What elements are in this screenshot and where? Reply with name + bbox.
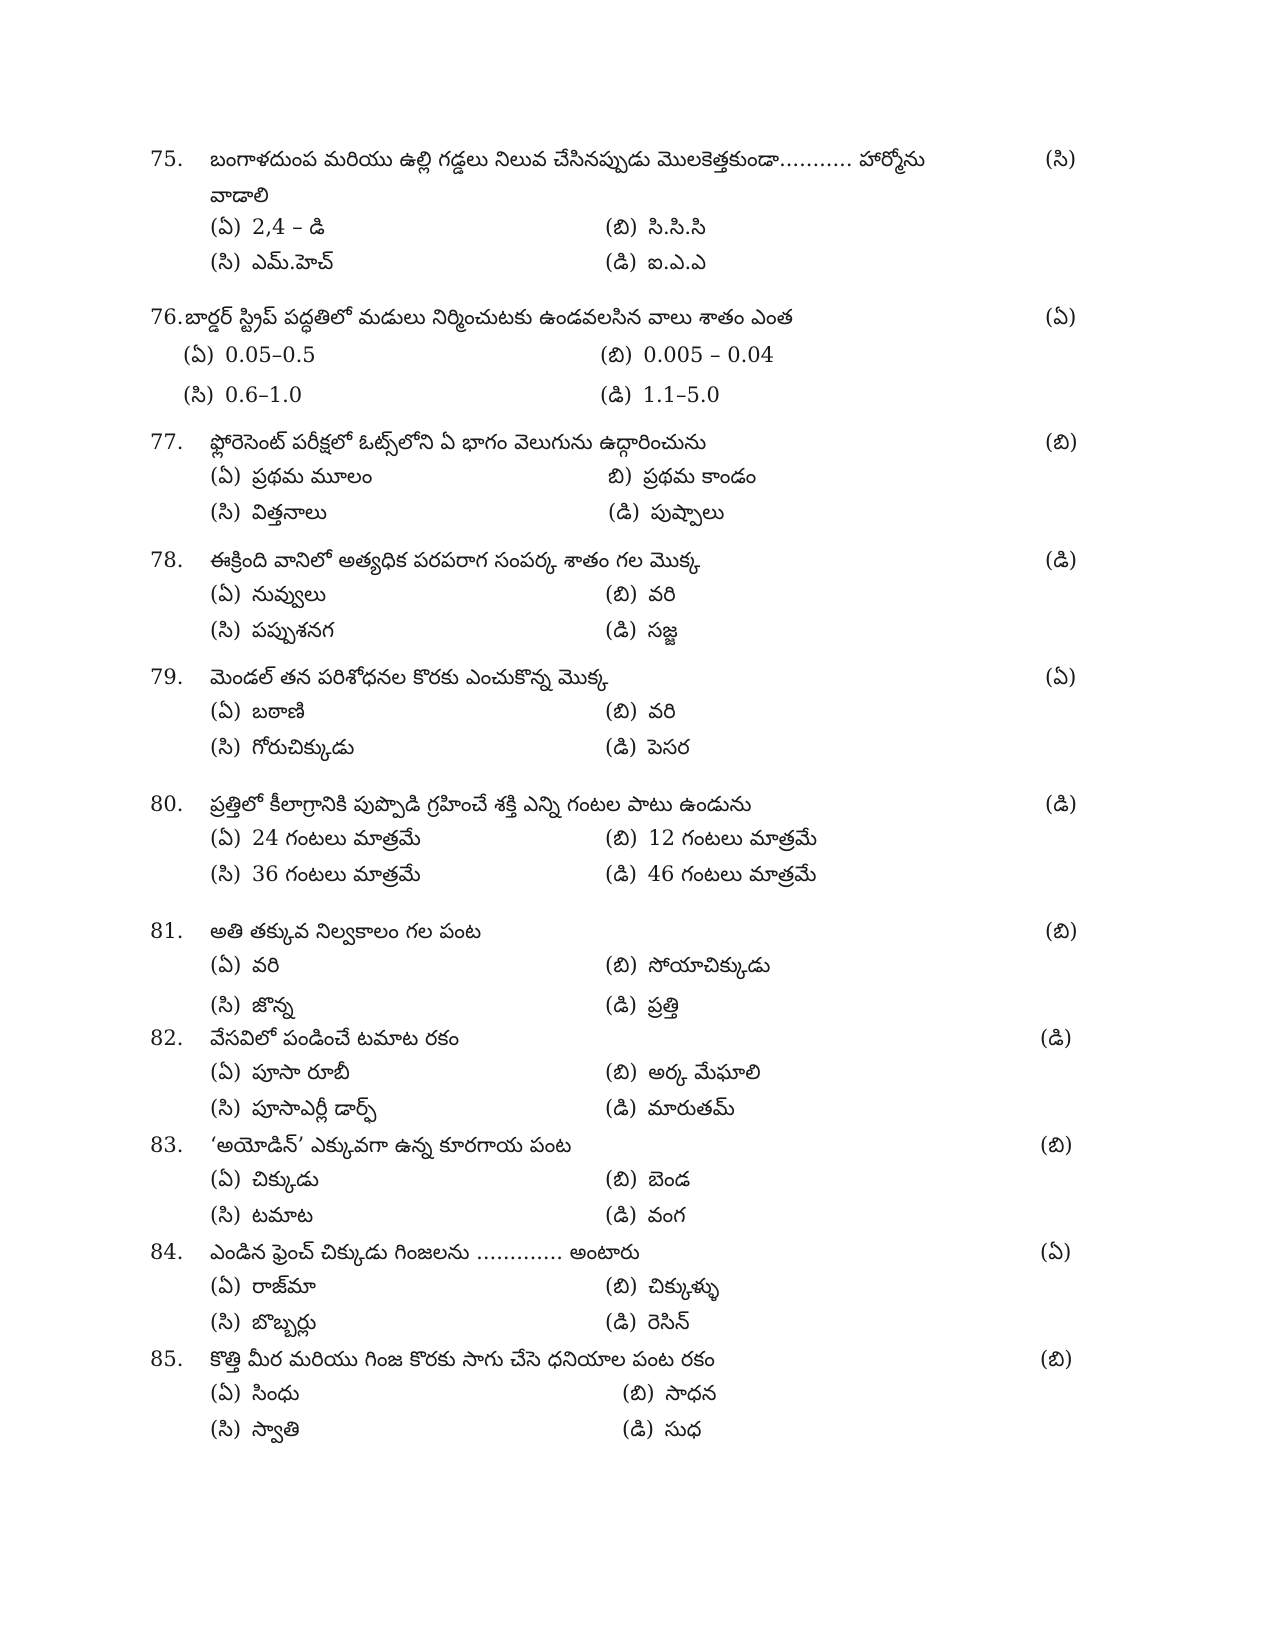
option-c: [210, 248, 333, 276]
option-text: బఠాణి: [252, 699, 305, 723]
option-label: (సి): [210, 862, 242, 886]
question-number: 80.: [150, 792, 184, 816]
option-b: [605, 1058, 761, 1086]
option-text: వంగ: [647, 1203, 686, 1227]
option-d: [605, 733, 690, 761]
option-b: [622, 1379, 717, 1407]
question-number: 75.: [150, 147, 184, 171]
option-label: (సి): [210, 1096, 242, 1120]
option-label: (ఏ): [210, 1060, 242, 1084]
option-text: 36 గంటలు మాత్రమే: [251, 862, 421, 886]
option-d: [605, 1308, 690, 1336]
answer-key: (బి): [1040, 1133, 1073, 1157]
option-label: (ఏ): [210, 699, 242, 723]
answer-key: (బి): [1040, 1347, 1073, 1371]
option-label: (బి): [605, 1167, 638, 1191]
option-label: (ఏ): [210, 1274, 242, 1298]
option-b: [605, 951, 770, 979]
option-text: సాధన: [665, 1381, 717, 1405]
option-text: 12 గంటలు మాత్రమే: [648, 826, 818, 850]
option-label: (ఏ): [183, 343, 215, 367]
option-label: (డి): [622, 1417, 654, 1441]
question-number: 81.: [150, 919, 184, 943]
answer-key: (డి): [1045, 548, 1077, 572]
option-label: (డి): [605, 735, 637, 759]
option-d: [605, 1094, 735, 1122]
option-label: (ఏ): [210, 582, 242, 606]
option-a: [210, 462, 372, 490]
option-b: [608, 462, 756, 490]
option-text: జొన్న: [251, 993, 294, 1017]
option-c: [210, 498, 327, 526]
option-c: [210, 1415, 300, 1443]
option-label: (ఏ): [210, 215, 242, 239]
option-text: వరి: [252, 953, 280, 977]
option-a: [210, 824, 421, 852]
question-text: వేసవిలో పండించే టమాట రకం: [210, 1026, 460, 1050]
option-text: పెసర: [647, 735, 690, 759]
option-d: [622, 1415, 701, 1443]
option-c: [210, 1094, 376, 1122]
option-text: ప్రథమ కాండం: [643, 464, 757, 488]
option-b: [605, 580, 676, 608]
option-b: [605, 1165, 690, 1193]
question-text: బంగాళదుంప మరియు ఉల్లి గడ్డలు నిలువ చేసినప్పుడు మొలకెత్తకుండా........... హార్మోను వాడాలి: [210, 147, 926, 207]
option-text: 0.05–0.5: [225, 343, 316, 367]
option-d: [605, 616, 678, 644]
option-text: 24 గంటలు మాత్రమే: [252, 826, 421, 850]
option-text: మారుతమ్: [647, 1096, 735, 1120]
question-number: 78.: [150, 548, 184, 572]
option-text: 2,4 – డి: [252, 215, 325, 239]
option-text: పుష్పాలు: [650, 500, 725, 524]
option-text: 0.005 – 0.04: [643, 343, 774, 367]
option-d: [608, 498, 724, 526]
option-label: (సి): [183, 383, 215, 407]
option-a: [210, 213, 325, 241]
option-text: సి.సి.సి: [648, 215, 706, 239]
option-text: ప్రత్తి: [647, 993, 679, 1017]
option-text: పూసా రూబీ: [252, 1060, 350, 1084]
option-label: (సి): [210, 500, 242, 524]
option-b: [605, 1272, 719, 1300]
option-a: [210, 1165, 319, 1193]
answer-key: (డి): [1045, 792, 1077, 816]
question-text: ఫ్లోరెసెంట్ పరీక్షలో ఓట్స్‌లోని ఏ భాగం వెలుగును ఉద్గారించును: [210, 430, 707, 454]
option-text: టమాట: [251, 1203, 314, 1227]
option-text: పప్పుశనగ: [251, 618, 335, 642]
option-label: (బి): [605, 699, 638, 723]
option-label: (సి): [210, 1203, 242, 1227]
option-d: [605, 991, 679, 1019]
question-text: ‘అయోడిన్’ ఎక్కువగా ఉన్న కూరగాయ పంట: [210, 1133, 572, 1157]
option-c: [210, 860, 421, 888]
option-label: (డి): [600, 383, 632, 407]
question-number: 84.: [150, 1240, 184, 1264]
option-c: [210, 1308, 316, 1336]
option-a: [210, 1272, 316, 1300]
answer-key: (బి): [1045, 430, 1078, 454]
question-text: బార్డర్ స్ట్రిప్ పద్ధతిలో మడులు నిర్మించుటకు ఉండవలసిన వాలు శాతం ఎంత: [185, 305, 793, 329]
option-text: పూసాఎర్లీ డార్ఫ్: [251, 1096, 377, 1120]
option-text: బెండ: [648, 1167, 691, 1191]
option-text: వరి: [648, 582, 676, 606]
option-label: (డి): [605, 993, 637, 1017]
option-text: సజ్జ: [647, 618, 678, 642]
question-text: ఈక్రింది వానిలో అత్యధిక పరపరాగ సంపర్క శాతం గల మొక్క: [210, 548, 701, 572]
answer-key: (సి): [1045, 147, 1077, 171]
question-number: 77.: [150, 430, 184, 454]
option-c: [210, 616, 334, 644]
option-label: బి): [608, 464, 633, 488]
option-text: నువ్వులు: [252, 582, 327, 606]
option-text: ప్రథమ మూలం: [252, 464, 373, 488]
option-label: (డి): [605, 1096, 637, 1120]
option-d: [600, 381, 720, 409]
option-a: [210, 951, 279, 979]
option-label: (బి): [605, 953, 638, 977]
option-b: [600, 341, 774, 369]
question-text: కొత్తి మీర మరియు గింజ కొరకు సాగు చేసె ధనియాల పంట రకం: [210, 1347, 715, 1371]
option-a: [210, 1379, 300, 1407]
option-text: విత్తనాలు: [251, 500, 328, 524]
option-text: సోయాచిక్కుడు: [648, 953, 771, 977]
question-text: ఎండిన ఫ్రెంచ్ చిక్కుడు గింజలను ............. అంటారు: [210, 1240, 640, 1264]
option-c: [183, 381, 302, 409]
option-c: [210, 991, 294, 1019]
option-c: [210, 1201, 313, 1229]
question-text: మెండల్ తన పరిశోధనల కొరకు ఎంచుకొన్న మొక్క: [210, 665, 609, 689]
option-label: (సి): [210, 1417, 242, 1441]
option-label: (డి): [605, 618, 637, 642]
answer-key: (బి): [1045, 919, 1078, 943]
option-text: సుధ: [664, 1417, 702, 1441]
option-d: [605, 248, 706, 276]
option-label: (ఏ): [210, 1381, 242, 1405]
answer-key: (ఏ): [1045, 665, 1077, 689]
option-label: (ఏ): [210, 464, 242, 488]
option-b: [605, 697, 676, 725]
option-c: [210, 733, 354, 761]
option-text: రాజ్‌మా: [252, 1274, 317, 1298]
answer-key: (ఏ): [1040, 1240, 1072, 1264]
option-text: 0.6–1.0: [224, 383, 303, 407]
option-label: (సి): [210, 250, 242, 274]
question-number: 79.: [150, 665, 184, 689]
option-b: [605, 213, 706, 241]
option-label: (డి): [605, 250, 637, 274]
answer-key: (డి): [1040, 1026, 1072, 1050]
option-label: (డి): [605, 1203, 637, 1227]
option-text: 46 గంటలు మాత్రమే: [647, 862, 817, 886]
option-text: బొబ్బర్లు: [251, 1310, 317, 1334]
question-number: 76.: [150, 305, 184, 329]
option-text: ఐ.ఎ.ఎ: [647, 250, 707, 274]
option-label: (ఏ): [210, 826, 242, 850]
option-label: (బి): [605, 215, 638, 239]
option-label: (బి): [605, 1274, 638, 1298]
option-label: (బి): [600, 343, 633, 367]
option-text: గోరుచిక్కుడు: [251, 735, 355, 759]
option-a: [210, 697, 305, 725]
question-number: 83.: [150, 1133, 184, 1157]
option-d: [605, 1201, 685, 1229]
option-text: చిక్కుళ్ళు: [648, 1274, 720, 1298]
option-label: (సి): [210, 993, 242, 1017]
answer-key: (ఏ): [1045, 305, 1077, 329]
option-label: (ఏ): [210, 1167, 242, 1191]
option-label: (సి): [210, 1310, 242, 1334]
option-label: (డి): [605, 862, 637, 886]
option-label: (డి): [605, 1310, 637, 1334]
option-label: (ఏ): [210, 953, 242, 977]
option-label: (బి): [605, 582, 638, 606]
option-text: వరి: [648, 699, 676, 723]
option-label: (సి): [210, 735, 242, 759]
option-text: చిక్కుడు: [252, 1167, 319, 1191]
option-text: స్వాతి: [251, 1417, 300, 1441]
option-d: [605, 860, 816, 888]
question-text: అతి తక్కువ నిల్వకాలం గల పంట: [210, 919, 482, 943]
option-label: (సి): [210, 618, 242, 642]
option-label: (బి): [605, 826, 638, 850]
option-label: (బి): [605, 1060, 638, 1084]
question-number: 85.: [150, 1347, 184, 1371]
option-text: అర్క మేఘాలి: [648, 1060, 761, 1084]
option-text: 1.1–5.0: [642, 383, 720, 407]
option-b: [605, 824, 817, 852]
option-a: [210, 580, 326, 608]
option-label: (డి): [608, 500, 640, 524]
question-text: ప్రత్తిలో కీలాగ్రానికి పుప్పొడి గ్రహించే శక్తి ఎన్ని గంటల పాటు ఉండును: [210, 792, 752, 816]
option-label: (బి): [622, 1381, 655, 1405]
option-a: [210, 1058, 350, 1086]
option-text: ఎమ్.హెచ్: [251, 250, 334, 274]
option-text: సింధు: [252, 1381, 300, 1405]
option-text: రెసిన్: [647, 1310, 690, 1334]
question-number: 82.: [150, 1026, 184, 1050]
option-a: [183, 341, 316, 369]
